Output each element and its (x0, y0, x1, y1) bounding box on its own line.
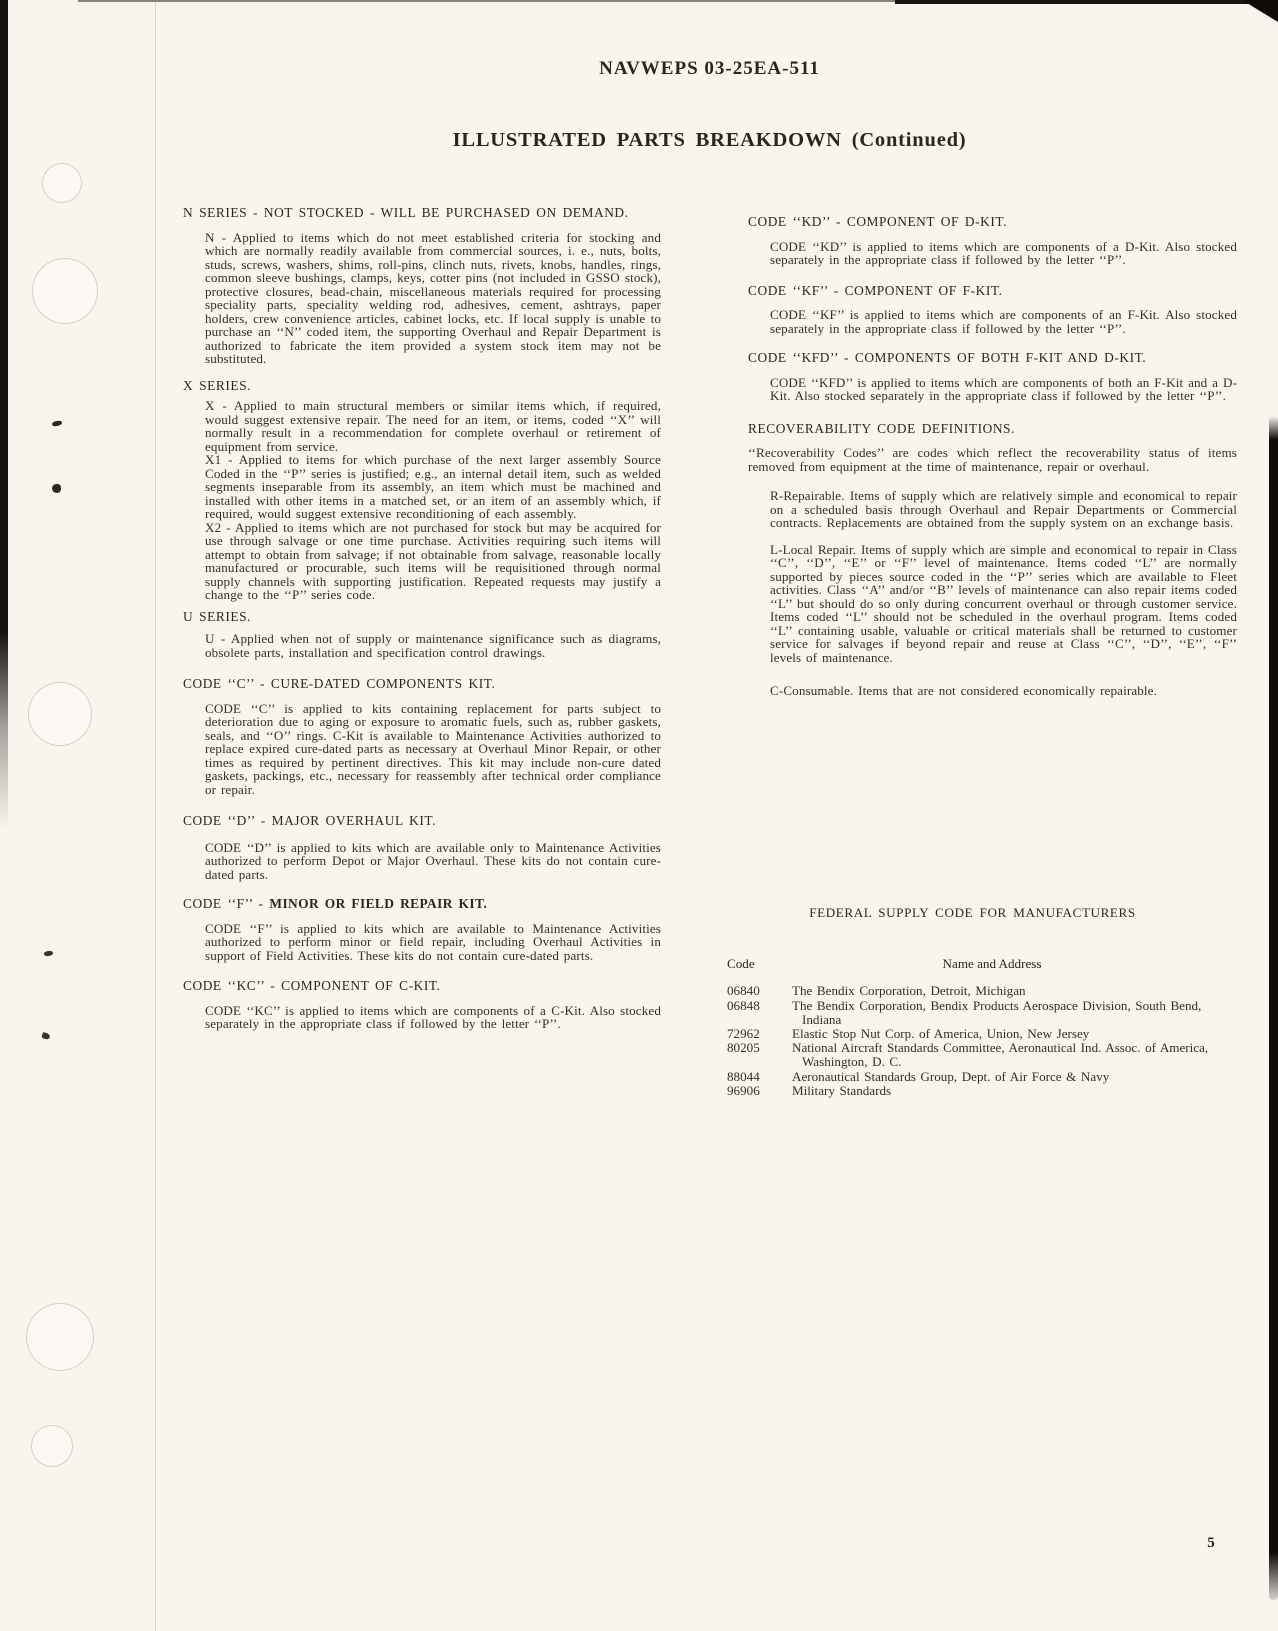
section-heading-code-kf: CODE ‘‘KF’’ - COMPONENT OF F-KIT. (748, 282, 1003, 298)
federal-supply-code-section (700, 906, 1245, 1098)
manufacturer-name: The Bendix Corporation, Detroit, Michigan (792, 983, 1026, 999)
recoverability-c-consumable: C-Consumable. Items that are not considered economically repairable. (770, 683, 1158, 698)
supply-table-rows (700, 984, 1245, 1098)
section-heading-x-series: X SERIES. (183, 377, 251, 393)
manufacturer-code: 96906 (727, 1082, 760, 1098)
section-body-code-d: CODE ‘‘D’’ is applied to kits which are available only to Maintenance Activities authorized to perform Depot or Major Overhaul. These kits do not contain cure-dated parts. (205, 839, 661, 882)
right-column (748, 215, 1237, 698)
hole-punch (32, 258, 98, 324)
scan-speck (44, 950, 54, 956)
section-body-code-kf: CODE ‘‘KF’’ is applied to items which are components of an F-Kit. Also stocked separately in the appropriate class if followed by the letter ‘‘P’’. (770, 307, 1237, 336)
manufacturer-code: 80205 (727, 1040, 760, 1056)
left-column (183, 206, 661, 1031)
table-row (700, 984, 1245, 998)
margin-rule-line (155, 0, 156, 1631)
table-row (700, 1041, 1245, 1069)
section-body-code-c: CODE ‘‘C’’ is applied to kits containing replacement for parts subject to deterioration due to aging or exposure to aromatic fuels, such as, rubber gaskets, seals, and ‘‘O’’ rings. C-Kit is available to Maintenance Activities authorized to replace expired cure-dated parts as necessary at Overhaul Minor Repair, or other times as required by pertinent directives. This kit may include non-cure dated gaskets, packings, etc., necessary for reassembly after technical order compliance or repair. (205, 700, 661, 797)
section-heading-code-kd: CODE ‘‘KD’’ - COMPONENT OF D-KIT. (748, 214, 1007, 229)
heading-code-f-prefix: CODE ‘‘F’’ - (183, 896, 270, 911)
section-heading-u-series: U SERIES. (183, 608, 251, 624)
scan-speck (41, 1032, 50, 1040)
column-header-name-address: Name and Address (942, 956, 1042, 972)
manufacturer-name: National Aircraft Standards Committee, Aeronautical Ind. Assoc. of America, Washington, D. C. (792, 1040, 1209, 1070)
section-body-x1: X1 - Applied to items for which purchase of the next larger assembly Source Coded in the ‘‘P’’ series is justified; e.g., an internal detail item, such as welded segments inseparable from its assembly, an item which must be machined and installed with other items in a matched set, or an item of an assembly which, if required, would suggest extensive reconditioning of each assembly. (205, 452, 661, 521)
manufacturer-name: Elastic Stop Nut Corp. of America, Union, New Jersey (792, 1026, 1090, 1042)
section-heading-code-c: CODE ‘‘C’’ - CURE-DATED COMPONENTS KIT. (183, 676, 496, 691)
manufacturer-name: Military Standards (792, 1082, 892, 1098)
page-title: ILLUSTRATED PARTS BREAKDOWN (Continued) (452, 129, 967, 151)
recoverability-r-repairable: R-Repairable. Items of supply which are relatively simple and economical to repair on a scheduled basis through Overhaul and Repair Departments or Commercial contracts. Replacements are obtained from the supply system on an exchange basis. (770, 488, 1237, 530)
column-header-code: Code (727, 956, 755, 972)
recoverability-intro: ‘‘Recoverability Codes’’ are codes which reflect the recoverability status of items removed from equipment at the time of maintenance, repair or overhaul. (748, 445, 1237, 474)
section-body-code-kc: CODE ‘‘KC’’ is applied to items which are components of a C-Kit. Also stocked separately in the appropriate class if followed by the letter ‘‘P’’. (205, 1002, 661, 1031)
table-row (700, 1070, 1245, 1084)
scan-speck (52, 420, 63, 427)
manufacturer-code: 06840 (727, 983, 760, 999)
manufacturer-code: 72962 (727, 1026, 760, 1042)
manufacturer-code: 88044 (727, 1068, 760, 1084)
section-body-x2: X2 - Applied to items which are not purchased for stock but may be acquired for use through salvage or one time purchase. Activities requiring such items will attempt to obtain from salvage; if not obtainable from salvage, reasonable locally manufactured or procurable, such items will be requisitioned through normal supply channels with supporting justification. Repeated requests may justify a change to the ‘‘P’’ series code. (205, 519, 661, 602)
hole-punch (42, 163, 82, 203)
section-heading-code-kfd: CODE ‘‘KFD’’ - COMPONENTS OF BOTH F-KIT AND D-KIT. (748, 350, 1147, 365)
page-corner-shadow (1242, 0, 1278, 22)
page-number: 5 (1207, 1535, 1215, 1551)
hole-punch (26, 1303, 94, 1371)
section-heading-code-f (183, 897, 661, 911)
section-body-n-series: N - Applied to items which do not meet established criteria for stocking and which are normally readily available from commercial sources, i. e., nuts, bolts, studs, screws, washers, shims, roll-pins, clinch nuts, rivets, knobs, handles, rings, common sleeve bushings, clamps, keys, cotter pins (not included in GSSO stock), protective closures, bead-chain, miscellaneous materials required for processing speciality parts, speciality welding rod, adhesives, cement, ashtrays, paper holders, crew convenience articles, cabinet locks, etc. If local supply is unable to purchase an ‘‘N’’ coded item, the supporting Overhaul and Repair Department is authorized to fabricate the item provided a system stock item may not be substituted. (205, 229, 661, 366)
scan-edge-top-dark (895, 0, 1278, 4)
supply-table-header (700, 957, 1245, 971)
supply-table-title: FEDERAL SUPPLY CODE FOR MANUFACTURERS (809, 905, 1136, 920)
section-body-code-f: CODE ‘‘F’’ is applied to kits which are available to Maintenance Activities authorized to perform minor or field repair, including Overhaul Activities in support of Field Activities. These kits do not contain cure-dated parts. (205, 920, 661, 963)
scan-edge-right (1269, 416, 1278, 1600)
table-row (700, 1084, 1245, 1098)
section-body-code-kd: CODE ‘‘KD’’ is applied to items which are components of a D-Kit. Also stocked separately in the appropriate class if followed by the letter ‘‘P’’. (770, 238, 1237, 267)
doc-number: NAVWEPS 03-25EA-511 (599, 58, 820, 79)
section-body-u-series: U - Applied when not of supply or maintenance significance such as diagrams, obsolete parts, installation and specification control drawings. (205, 631, 661, 660)
table-row (700, 1027, 1245, 1041)
recoverability-l-local-repair: L-Local Repair. Items of supply which are simple and economical to repair in Class ‘‘C’’, ‘‘D’’, ‘‘E’’ or ‘‘F’’ level of maintenance. Items coded ‘‘L’’ are normally supported by pieces source coded in the ‘‘P’’ series which are available to Fleet activities. Class ‘‘A’’ and/or ‘‘B’’ levels of maintenance can also repair items coded ‘‘L’’ but should do so only during concurrent overhaul or through customer service. Items coded ‘‘L’’ should not be scheduled in the overhaul program. Items coded ‘‘L’’ containing usable, valuable or critical materials shall be returned to customer service for salvages if beyond repair and reuse at Class ‘‘C’’, ‘‘D’’, ‘‘E’’, ‘‘F’’ levels of maintenance. (770, 541, 1237, 665)
section-heading-code-kc: CODE ‘‘KC’’ - COMPONENT OF C-KIT. (183, 978, 441, 993)
binding-edge-left (0, 0, 8, 830)
section-body-x: X - Applied to main structural members or similar items which, if required, would suggest extensive repair. The need for an item, or items, coded ‘‘X’’ will normally result in a recommendation for complete overhaul or retirement of equipment from service. (205, 398, 661, 454)
section-body-code-kfd: CODE ‘‘KFD’’ is applied to items which are components of both an F-Kit and a D-Kit. Also stocked separately in the appropriate class if followed by the letter ‘‘P’’. (770, 374, 1237, 403)
manufacturer-code: 06848 (727, 997, 760, 1013)
section-heading-n-series: N SERIES - NOT STOCKED - WILL BE PURCHASED ON DEMAND. (183, 205, 629, 220)
hole-punch (28, 682, 92, 746)
table-row (700, 999, 1245, 1027)
hole-punch (31, 1425, 73, 1467)
scan-speck (52, 484, 61, 493)
manufacturer-name: The Bendix Corporation, Bendix Products Aerospace Division, South Bend, Indiana (792, 997, 1202, 1027)
manufacturer-name: Aeronautical Standards Group, Dept. of Air Force & Navy (792, 1068, 1110, 1084)
heading-code-f-emphasis: MINOR OR FIELD REPAIR KIT. (269, 896, 488, 911)
section-heading-recoverability: RECOVERABILITY CODE DEFINITIONS. (748, 420, 1015, 436)
section-heading-code-d: CODE ‘‘D’’ - MAJOR OVERHAUL KIT. (183, 813, 436, 828)
